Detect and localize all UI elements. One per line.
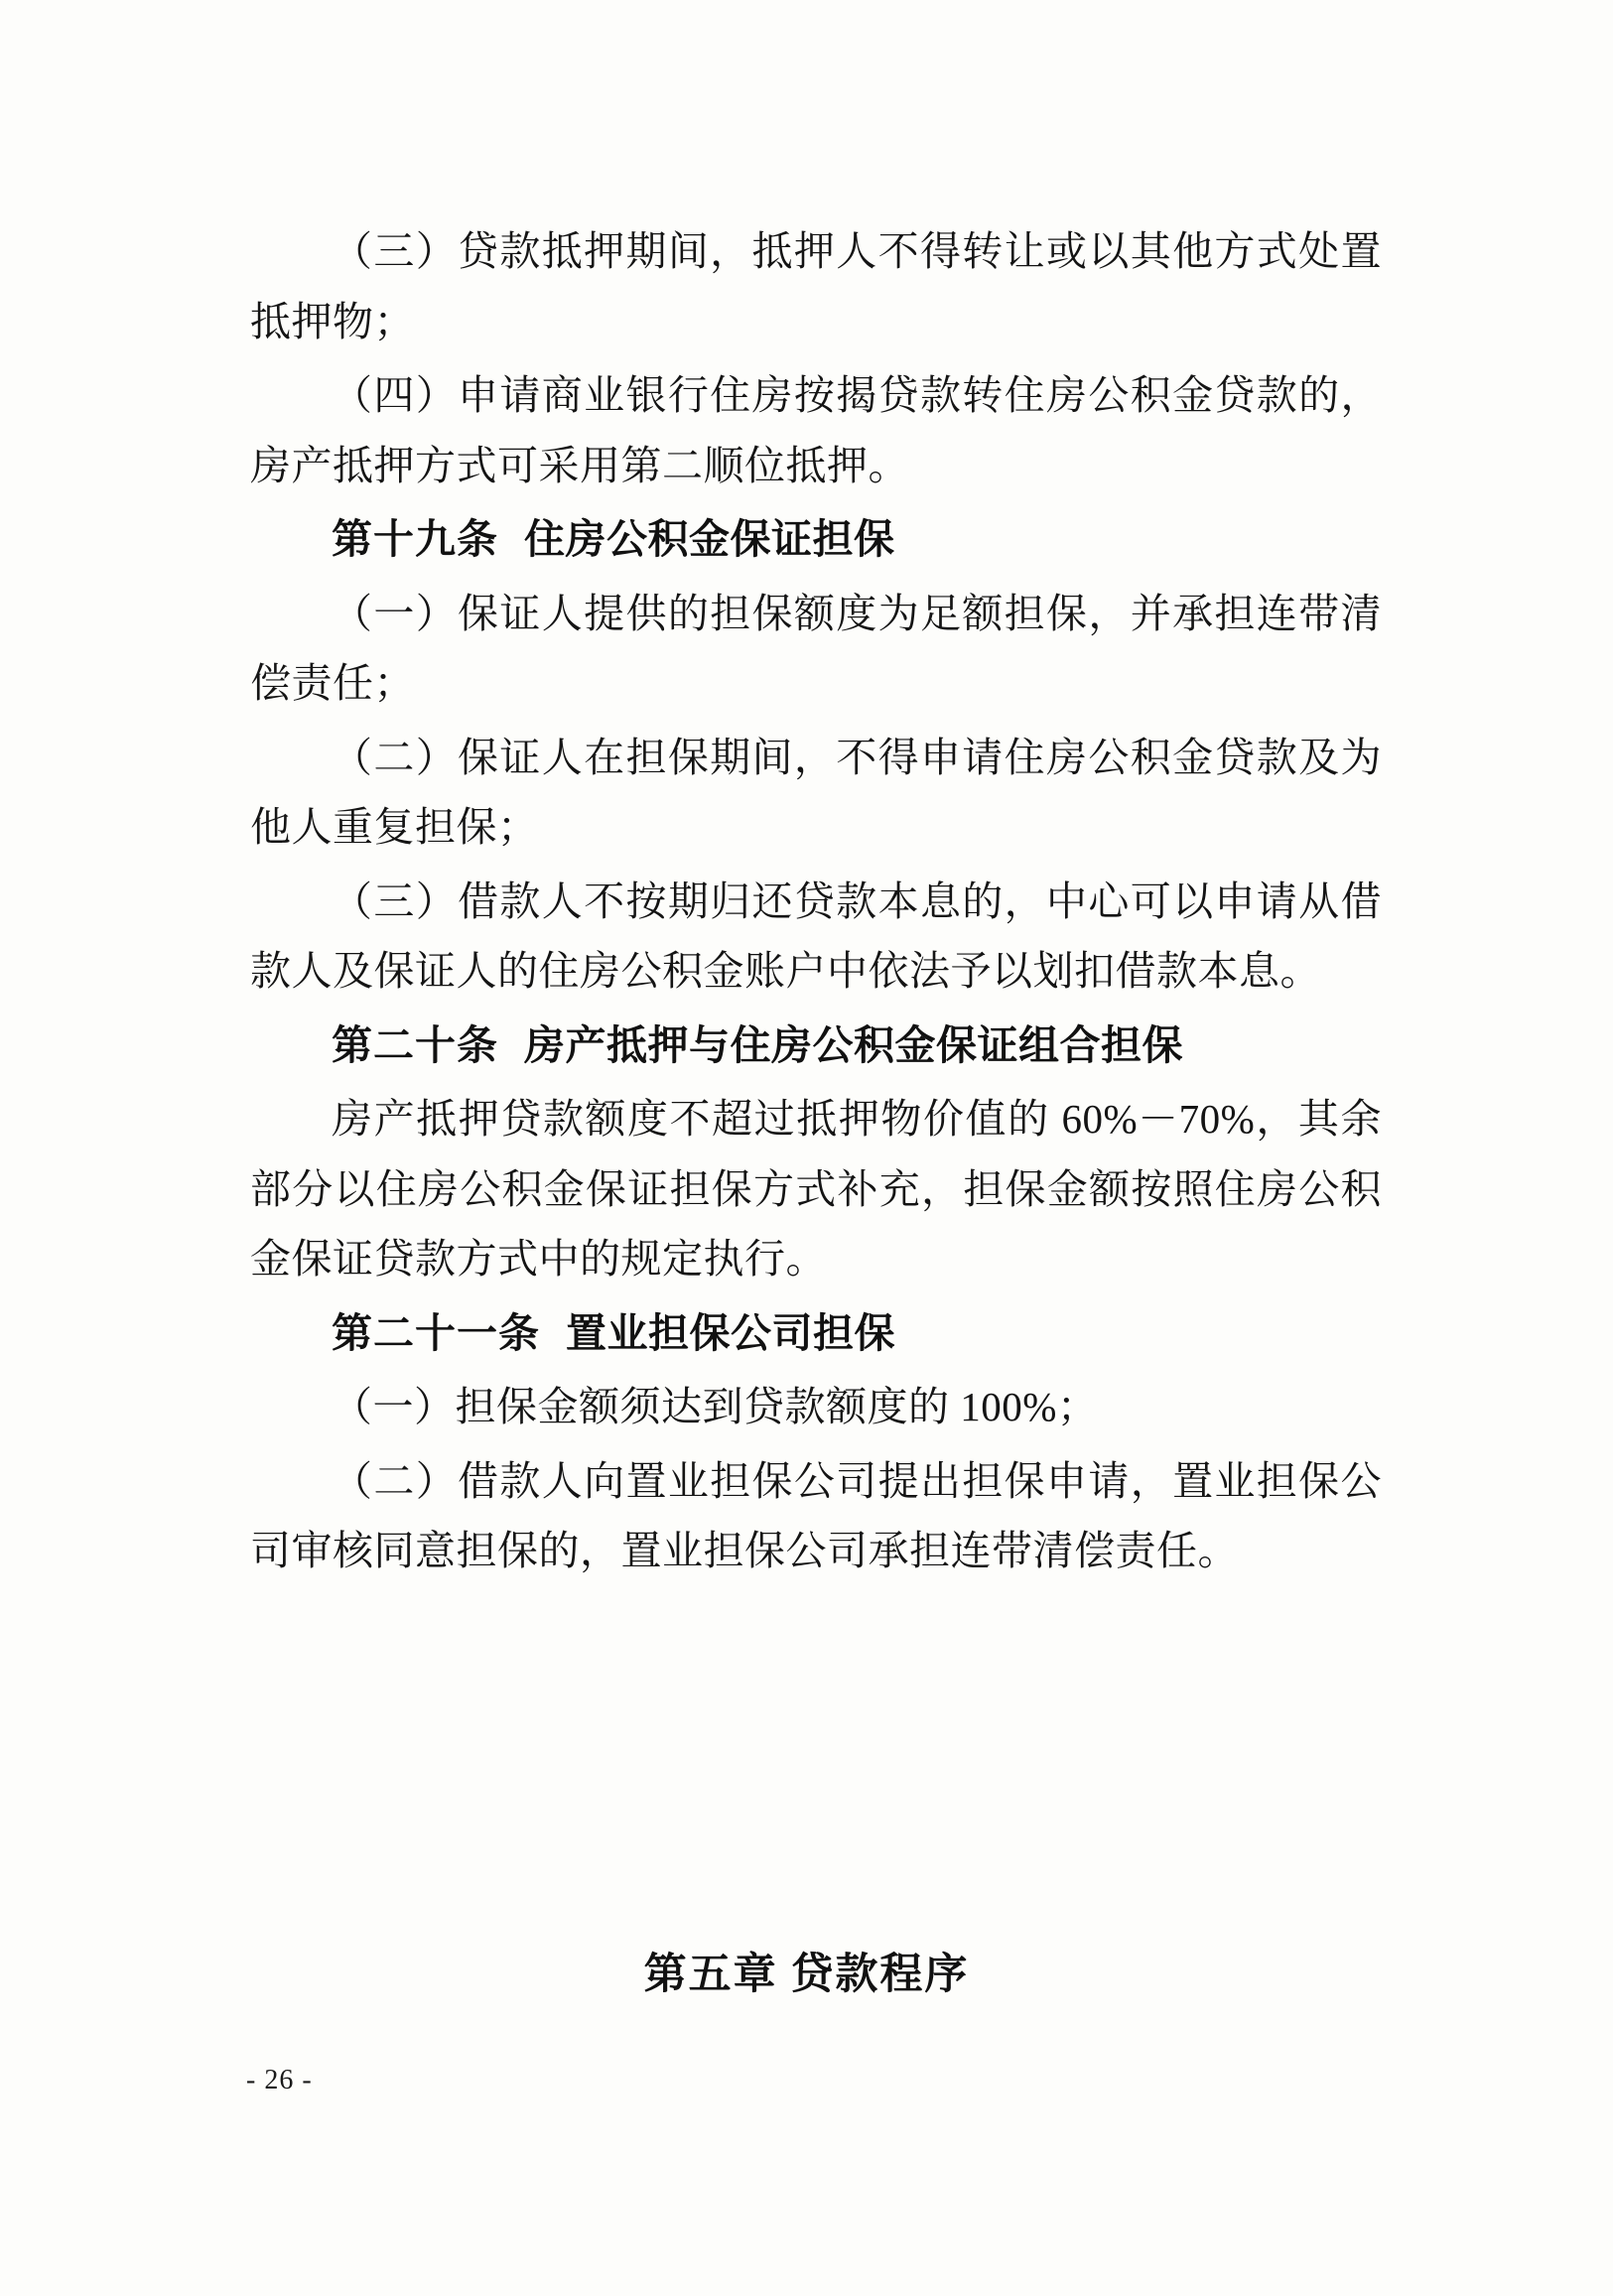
article-19-heading: [250, 504, 1382, 575]
article-19-number: 第十九条: [332, 516, 498, 563]
article-19-clause-1: （一）保证人提供的担保额度为足额担保，并承担连带清偿责任；: [250, 590, 1382, 707]
page-number: - 26 -: [246, 2065, 313, 2095]
clause-4-commercial-to-fund: （四）申请商业银行住房按揭贷款转住房公积金贷款的，房产抵押方式可采用第二顺位抵押。: [250, 372, 1382, 488]
chapter-heading: 第五章 贷款程序: [643, 1952, 970, 1998]
article-21-clause-1: （一）担保金额须达到贷款额度的 100%；: [332, 1384, 1099, 1430]
article-19-clause-2: （二）保证人在担保期间，不得申请住房公积金贷款及为他人重复担保；: [250, 734, 1382, 851]
article-20-heading: [250, 1011, 1382, 1081]
clause-3-mortgage-period: （三）贷款抵押期间，抵押人不得转让或以其他方式处置抵押物；: [250, 228, 1382, 344]
article-20-body: 房产抵押贷款额度不超过抵押物价值的 60%－70%，其余部分以住房公积金保证担保方式补充，担保金额按照住房公积金保证贷款方式中的规定执行。: [250, 1096, 1382, 1283]
article-21-heading: [250, 1298, 1382, 1369]
document-body: [250, 216, 1382, 1590]
article-20-title: 房产抵押与住房公积金保证组合担保: [524, 1021, 1183, 1068]
article-20-number: 第二十条: [332, 1021, 498, 1068]
article-21-clause-2: （二）借款人向置业担保公司提出担保申请，置业担保公司审核同意担保的，置业担保公司承担连带清偿责任。: [250, 1457, 1382, 1574]
article-19-title: 住房公积金保证担保: [524, 516, 895, 563]
article-19-clause-3: （三）借款人不按期归还贷款本息的，中心可以申请从借款人及保证人的住房公积金账户中依法予以划扣借款本息。: [250, 878, 1382, 995]
article-21-title: 置业担保公司担保: [566, 1309, 895, 1356]
article-21-number: 第二十一条: [332, 1309, 540, 1356]
